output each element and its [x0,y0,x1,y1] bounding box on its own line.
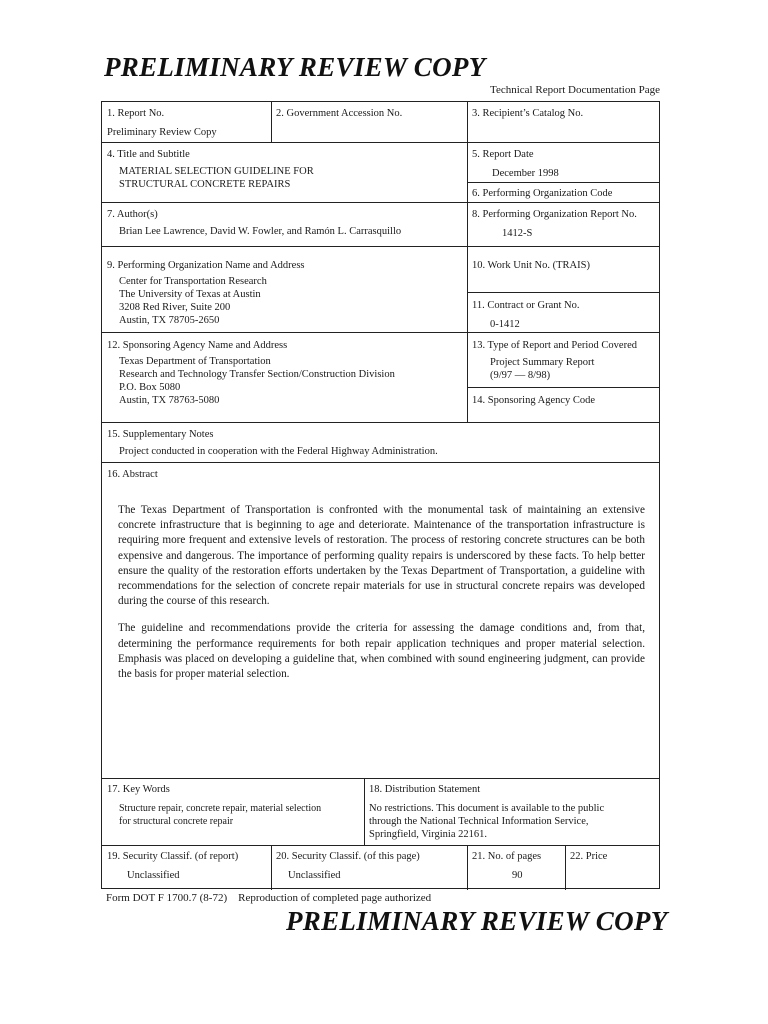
field-label: 13. Type of Report and Period Covered [472,340,637,351]
field-label: 16. Abstract [107,469,158,480]
field-supp-notes [107,428,657,458]
field-value: 1412-S [502,228,533,239]
field-value: 90 [512,870,523,881]
field-label: 2. Government Accession No. [276,108,403,119]
field-perf-org-name [107,259,462,327]
field-label: 15. Supplementary Notes [107,429,214,440]
field-value: Project Summary Report (9/97 — 8/98) [490,357,595,381]
field-label: 18. Distribution Statement [369,784,481,795]
field-sponsor [107,339,462,407]
field-label: 11. Contract or Grant No. [472,300,580,311]
field-label: 8. Performing Organization Report No. [472,209,637,220]
field-report-date [472,148,657,180]
field-work-unit [472,259,657,272]
field-authors [107,208,462,238]
field-label: 12. Sponsoring Agency Name and Address [107,340,288,351]
abstract-body [118,503,645,682]
field-distribution [369,783,657,841]
field-key-words [107,783,361,828]
field-label: 5. Report Date [472,149,534,160]
watermark-bottom: PRELIMINARY REVIEW COPY [286,906,668,936]
field-label: 4. Title and Subtitle [107,149,190,160]
field-report-type [472,339,658,382]
field-perf-org-report [472,208,658,240]
field-label: 21. No. of pages [472,851,542,862]
field-title [107,148,462,191]
field-label: 1. Report No. [107,108,165,119]
field-label: 3. Recipient’s Catalog No. [472,108,584,119]
field-value: No restrictions. This document is available to the public through the National Technical Information Service, Springfield, Virginia 22161. [369,803,605,840]
field-value: Unclassified [288,870,341,881]
field-report-no [107,107,267,139]
field-label: 7. Author(s) [107,209,158,220]
field-value: Preliminary Review Copy [107,127,217,138]
abstract-paragraph: The Texas Department of Transportation is confronted with the monumental task of maintaining an extensive concrete infrastructure that is beginning to age and deteriorate. Maintenance of the transportation infrastructure is requiring more frequent and extensive levels of restoration. The process of restoring concrete structures can be both expensive and dangerous. The importance of performing quality repairs is underscored by these facts. To help better ensure the quality of the restoration efforts undertaken by the Texas Department of Transportation, a guideline with recommendations for the selection of concrete repair materials for use in structural concrete repairs was developed during the course of this research. [118,504,645,608]
field-perf-org-code [472,187,657,200]
field-value: Center for Transportation Research The University of Texas at Austin 3208 Red River, Suite 200 Austin, TX 78705-2650 [119,276,267,326]
field-label: 20. Security Classif. (of this page) [276,851,420,862]
field-value: MATERIAL SELECTION GUIDELINE FOR STRUCTURAL CONCRETE REPAIRS [119,166,314,190]
field-value: December 1998 [492,168,559,179]
form-note: Form DOT F 1700.7 (8-72) Reproduction of completed page authorized [106,892,432,904]
field-recipient-catalog [472,107,657,120]
field-label: 19. Security Classif. (of report) [107,851,239,862]
watermark-top: PRELIMINARY REVIEW COPY [104,52,486,82]
field-label: 22. Price [570,851,608,862]
report-form [101,101,660,889]
field-label: 17. Key Words [107,784,170,795]
field-sponsor-code [472,394,657,407]
field-label: 10. Work Unit No. (TRAIS) [472,260,590,271]
field-value: Unclassified [127,870,180,881]
abstract-paragraph: The guideline and recommendations provide the criteria for assessing the damage conditions and, from that, determining the performance requirements for both repair application techniques and proper material selection. Emphasis was placed on developing a guideline that, when combined with sound engineering judgment, can provide the basis for proper material selection. [118,622,645,681]
field-value: Texas Department of Transportation Research and Technology Transfer Section/Construction Division P.O. Box 5080 Austin, TX 78763-5080 [119,356,395,406]
field-value: 0-1412 [490,319,520,330]
field-label: 14. Sponsoring Agency Code [472,395,596,406]
field-gov-accession [276,107,464,120]
field-num-pages [472,850,564,882]
field-security-page [276,850,466,882]
field-value: Brian Lee Lawrence, David W. Fowler, and Ramón L. Carrasquillo [119,226,402,237]
field-label: 9. Performing Organization Name and Address [107,260,305,271]
doc-title: Technical Report Documentation Page [490,84,660,96]
field-value: Structure repair, concrete repair, material selection for structural concrete repair [119,803,322,827]
field-contract [472,299,657,331]
field-abstract [107,468,655,694]
field-value: Project conducted in cooperation with the Federal Highway Administration. [119,446,438,457]
field-security-report [107,850,269,882]
field-price [570,850,658,863]
field-label: 6. Performing Organization Code [472,188,613,199]
